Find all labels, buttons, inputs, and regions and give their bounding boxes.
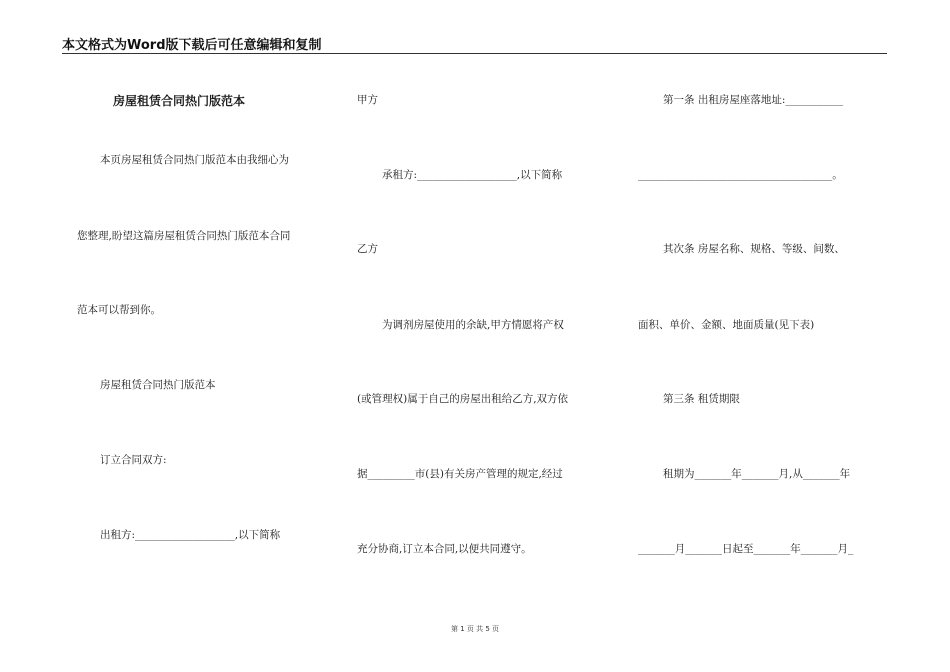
- document-title: 房屋租赁合同热门版范本: [113, 94, 246, 108]
- text-line: 本页房屋租赁合同热门版范本由我细心为: [100, 154, 289, 166]
- text-line: 租期为_______年_______月,从_______年: [663, 468, 851, 480]
- text-line: 出租方:___________________,以下简称: [100, 529, 281, 541]
- text-line: 为调剂房屋使用的余缺,甲方情愿将产权: [382, 319, 564, 331]
- text-line: 范本可以帮到你。: [77, 304, 161, 316]
- text-line: 面积、单价、金额、地面质量(见下表): [638, 319, 815, 331]
- banner-rule: [62, 53, 887, 54]
- text-line: 其次条 房屋名称、规格、等级、间数、: [663, 243, 845, 255]
- text-line: 据_________市(县)有关房产管理的规定,经过: [357, 468, 563, 480]
- page-number: 第 1 页 共 5 页: [450, 625, 500, 633]
- text-line: 甲方: [357, 94, 378, 106]
- text-line: 订立合同双方:: [100, 454, 167, 466]
- text-line: _____________________________________。: [638, 169, 843, 181]
- text-line: 房屋租赁合同热门版范本: [100, 379, 216, 391]
- text-line: (或管理权)属于自己的房屋出租给乙方,双方依: [357, 393, 569, 405]
- text-line: 充分协商,订立本合同,以便共同遵守。: [357, 543, 532, 555]
- text-line: 第一条 出租房屋座落地址:___________: [663, 94, 844, 106]
- text-line: 乙方: [357, 243, 378, 255]
- text-line: 您整理,盼望这篇房屋租赁合同热门版范本合同: [77, 230, 291, 242]
- text-line: 承租方:___________________,以下简称: [382, 169, 563, 181]
- document-banner: 本文格式为Word版下载后可任意编辑和复制: [62, 38, 322, 53]
- text-line: 第三条 租赁期限: [663, 393, 740, 405]
- text-line: _______月_______日起至_______年_______月_: [638, 543, 854, 555]
